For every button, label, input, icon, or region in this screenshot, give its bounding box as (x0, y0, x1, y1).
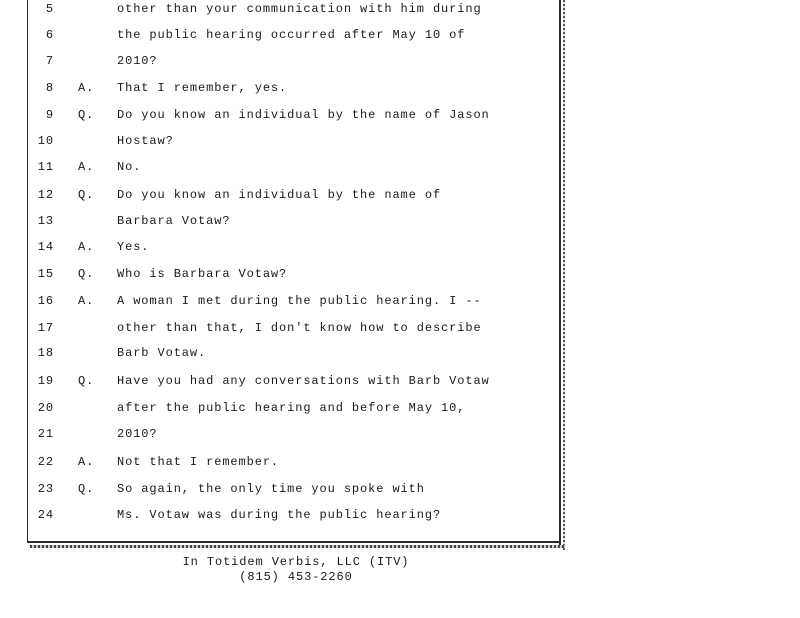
line-text: Who is Barbara Votaw? (117, 267, 288, 281)
page-bottom-shadow (30, 545, 565, 548)
line-number: 15 (37, 267, 54, 281)
speaker-label: A. (78, 294, 95, 308)
line-text: Barb Votaw. (117, 346, 207, 360)
line-text: the public hearing occurred after May 10 of (117, 28, 466, 42)
speaker-label: Q. (78, 267, 95, 281)
line-text: Barbara Votaw? (117, 214, 231, 228)
line-number: 22 (37, 455, 54, 469)
line-text: Have you had any conversations with Barb Votaw (117, 374, 490, 388)
speaker-label: A. (78, 455, 95, 469)
line-number: 5 (45, 2, 54, 16)
line-number: 20 (37, 401, 54, 415)
line-number: 23 (37, 482, 54, 496)
line-text: other than that, I don't know how to describe (117, 321, 482, 335)
line-text: That I remember, yes. (117, 81, 288, 95)
line-number: 8 (45, 81, 54, 95)
line-text: 2010? (117, 427, 158, 441)
page-right-shadow (563, 0, 565, 550)
line-number: 11 (37, 160, 54, 174)
line-text: Yes. (117, 240, 150, 254)
speaker-label: Q. (78, 108, 95, 122)
speaker-label: Q. (78, 188, 95, 202)
line-number: 24 (37, 508, 54, 522)
line-text: Do you know an individual by the name of (117, 188, 442, 202)
line-number: 10 (37, 134, 54, 148)
line-number: 7 (45, 54, 54, 68)
line-number: 17 (37, 321, 54, 335)
line-text: after the public hearing and before May 10, (117, 401, 466, 415)
speaker-label: Q. (78, 374, 95, 388)
footer-company: In Totidem Verbis, LLC (ITV) (182, 555, 410, 569)
line-text: 2010? (117, 54, 158, 68)
page-bottom-border (27, 541, 561, 543)
line-number: 18 (37, 346, 54, 360)
speaker-label: A. (78, 160, 95, 174)
speaker-label: A. (78, 81, 95, 95)
page-right-border (559, 0, 561, 546)
line-number: 13 (37, 214, 54, 228)
line-text: other than your communication with him during (117, 2, 482, 16)
line-number: 21 (37, 427, 54, 441)
line-number: 16 (37, 294, 54, 308)
speaker-label: A. (78, 240, 95, 254)
line-text: Hostaw? (117, 134, 174, 148)
line-text: A woman I met during the public hearing. I -- (117, 294, 482, 308)
line-number: 14 (37, 240, 54, 254)
line-text: Do you know an individual by the name of Jason (117, 108, 490, 122)
line-number: 6 (45, 28, 54, 42)
line-text: Not that I remember. (117, 455, 280, 469)
line-number: 12 (37, 188, 54, 202)
footer-phone: (815) 453-2260 (239, 570, 353, 584)
line-text: So again, the only time you spoke with (117, 482, 425, 496)
speaker-label: Q. (78, 482, 95, 496)
line-text: Ms. Votaw was during the public hearing? (117, 508, 442, 522)
line-number: 19 (37, 374, 54, 388)
line-text: No. (117, 160, 142, 174)
line-number: 9 (45, 108, 54, 122)
